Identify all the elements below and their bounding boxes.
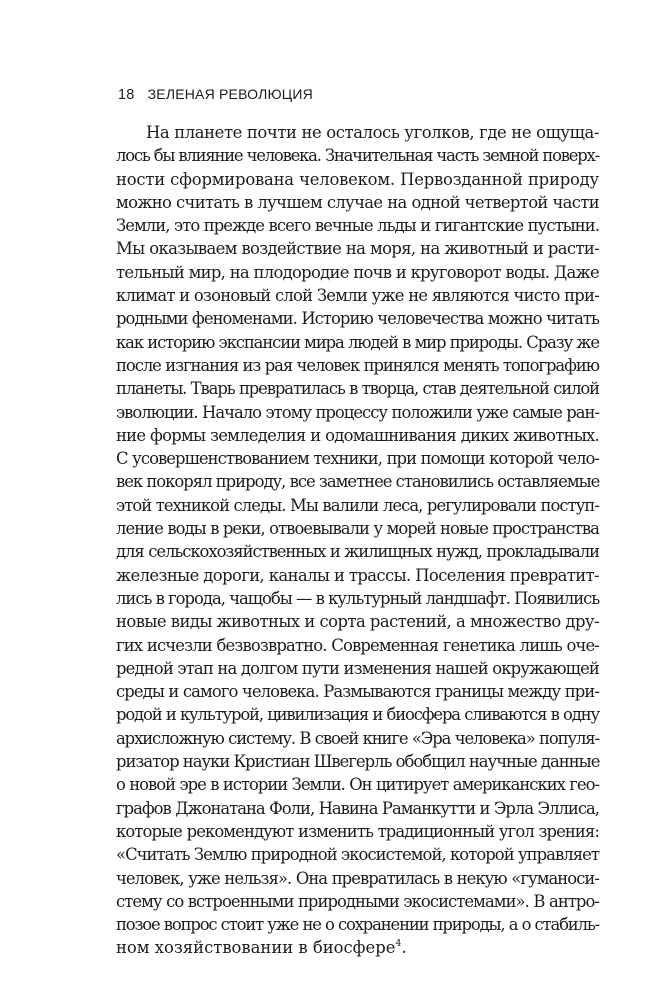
text-line: С усовершенствованием техники, при помощи которой чело- bbox=[116, 449, 599, 469]
text-line: ризатор науки Кристиан Швегерль обобщил научные данные bbox=[116, 752, 600, 772]
text-line: среды и самого человека. Размываются границы между при- bbox=[116, 682, 599, 702]
text-line: На планете почти не осталось уголков, где не ощуща- bbox=[146, 123, 599, 142]
text-line: стему со встроенными природными экосистемами». В антро- bbox=[116, 891, 599, 911]
text-line: для сельскохозяйственных и жилищных нужд, прокладывали bbox=[116, 542, 599, 562]
final-line-text: ном хозяйствовании в биосфере bbox=[116, 938, 396, 958]
text-line: этой техникой следы. Мы валили леса, регулировали поступ- bbox=[116, 495, 599, 515]
text-line: графов Джонатана Фоли, Навина Раманкутти и Эрла Эллиса, bbox=[116, 798, 599, 818]
text-line: редной этап на долгом пути изменения нашей окружающей bbox=[116, 658, 599, 678]
text-line-final bbox=[116, 936, 599, 959]
text-line: ности сформирована человеком. Первозданной природу bbox=[116, 169, 599, 189]
running-head bbox=[118, 86, 313, 103]
text-line: родными феноменами. Историю человечества можно читать bbox=[116, 309, 599, 329]
text-line: лось бы влияние человека. Значительная часть земной поверх- bbox=[116, 146, 599, 166]
final-period: . bbox=[401, 938, 407, 958]
text-line: родой и культурой, цивилизация и биосфера сливаются в одну bbox=[116, 705, 599, 725]
text-line: после изгнания из рая человек принялся менять топографию bbox=[116, 355, 599, 375]
text-line: новые виды животных и сорта растений, а множество дру- bbox=[116, 612, 599, 632]
footnote-marker: 4 bbox=[395, 938, 402, 950]
text-line: железные дороги, каналы и трассы. Поселения превратит- bbox=[116, 565, 599, 585]
text-line: как историю экспансии мира людей в мир природы. Сразу же bbox=[116, 332, 599, 352]
text-line: которые рекомендуют изменить традиционный угол зрения: bbox=[116, 821, 599, 841]
text-line: «Считать Землю природной экосистемой, которой управляет bbox=[116, 845, 599, 865]
text-line: позое вопрос стоит уже не о сохранении природы, а о стабиль- bbox=[116, 915, 599, 935]
text-line: тельный мир, на плодородие почв и круговорот воды. Даже bbox=[116, 262, 599, 282]
text-line: ние формы земледелия и одомашнивания диких животных. bbox=[116, 425, 599, 445]
text-line: можно считать в лучшем случае на одной четвертой части bbox=[116, 192, 599, 212]
text-line: Мы оказываем воздействие на моря, на животный и расти- bbox=[116, 239, 599, 259]
page-number: 18 bbox=[118, 87, 135, 103]
text-line: лись в города, чащобы — в культурный ландшафт. Появились bbox=[116, 588, 600, 608]
text-line: эволюции. Начало этому процессу положили уже самые ран- bbox=[116, 402, 599, 422]
text-line: планеты. Тварь превратилась в творца, став деятельной силой bbox=[116, 379, 599, 399]
running-title: ЗЕЛЕНАЯ РЕВОЛЮЦИЯ bbox=[147, 86, 313, 102]
text-line: человек, уже нельзя». Она превратилась в некую «гуманоси- bbox=[116, 868, 599, 888]
text-line: гих исчезли безвозвратно. Современная генетика лишь оче- bbox=[116, 635, 599, 655]
text-line: век покорял природу, все заметнее становились оставляемые bbox=[116, 472, 600, 492]
text-line: Земли, это прежде всего вечные льды и гигантские пустыни. bbox=[116, 216, 599, 236]
body-paragraph bbox=[116, 121, 599, 960]
text-line: о новой эре в истории Земли. Он цитирует американских гео- bbox=[116, 775, 599, 795]
text-line: архисложную систему. В своей книге «Эра человека» популя- bbox=[116, 728, 599, 748]
text-line: ление воды в реки, отвоевывали у морей новые пространства bbox=[116, 519, 599, 539]
text-line: климат и озоновый слой Земли уже не являются чисто при- bbox=[116, 286, 599, 306]
